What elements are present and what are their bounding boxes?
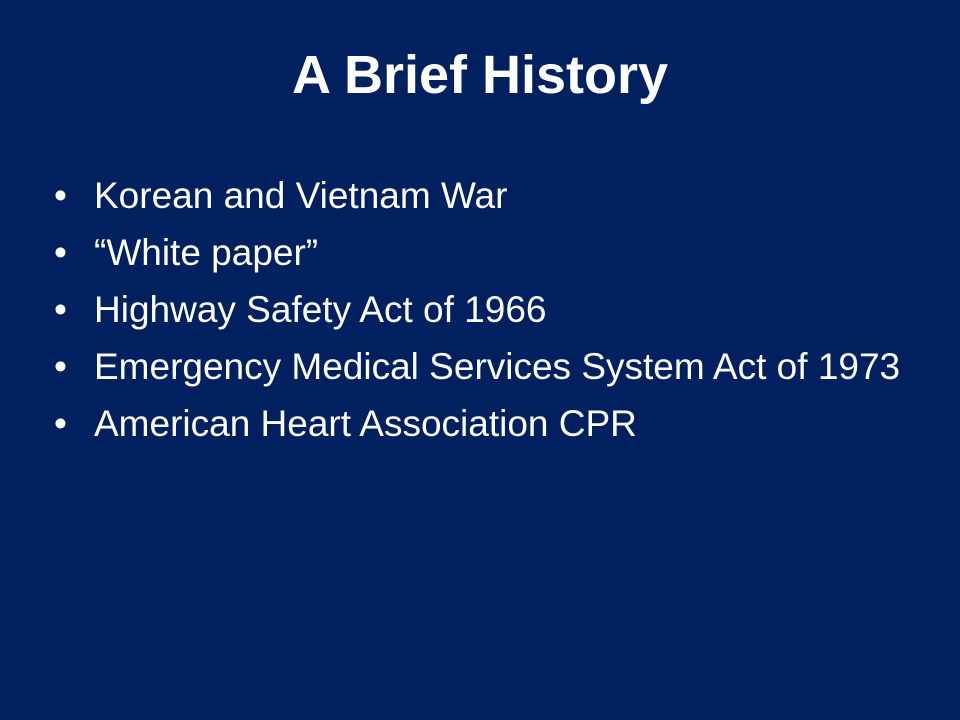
list-item [54, 288, 904, 332]
list-item [54, 402, 904, 446]
list-item [54, 345, 904, 389]
list-item-text: “White paper” [94, 232, 319, 273]
list-item [54, 231, 904, 275]
list-item-text: American Heart Association CPR [94, 403, 637, 444]
bullet-icon: • [54, 175, 67, 216]
bullet-icon: • [54, 403, 67, 444]
list-item-text: Highway Safety Act of 1966 [94, 289, 547, 330]
bullet-icon: • [54, 346, 67, 387]
list-item [54, 174, 904, 218]
bullet-list [54, 174, 904, 459]
bullet-icon: • [54, 289, 67, 330]
slide-title: A Brief History [291, 45, 669, 105]
bullet-icon: • [54, 232, 67, 273]
list-item-text: Emergency Medical Services System Act of 1973 [94, 346, 901, 387]
list-item-text: Korean and Vietnam War [94, 175, 508, 216]
